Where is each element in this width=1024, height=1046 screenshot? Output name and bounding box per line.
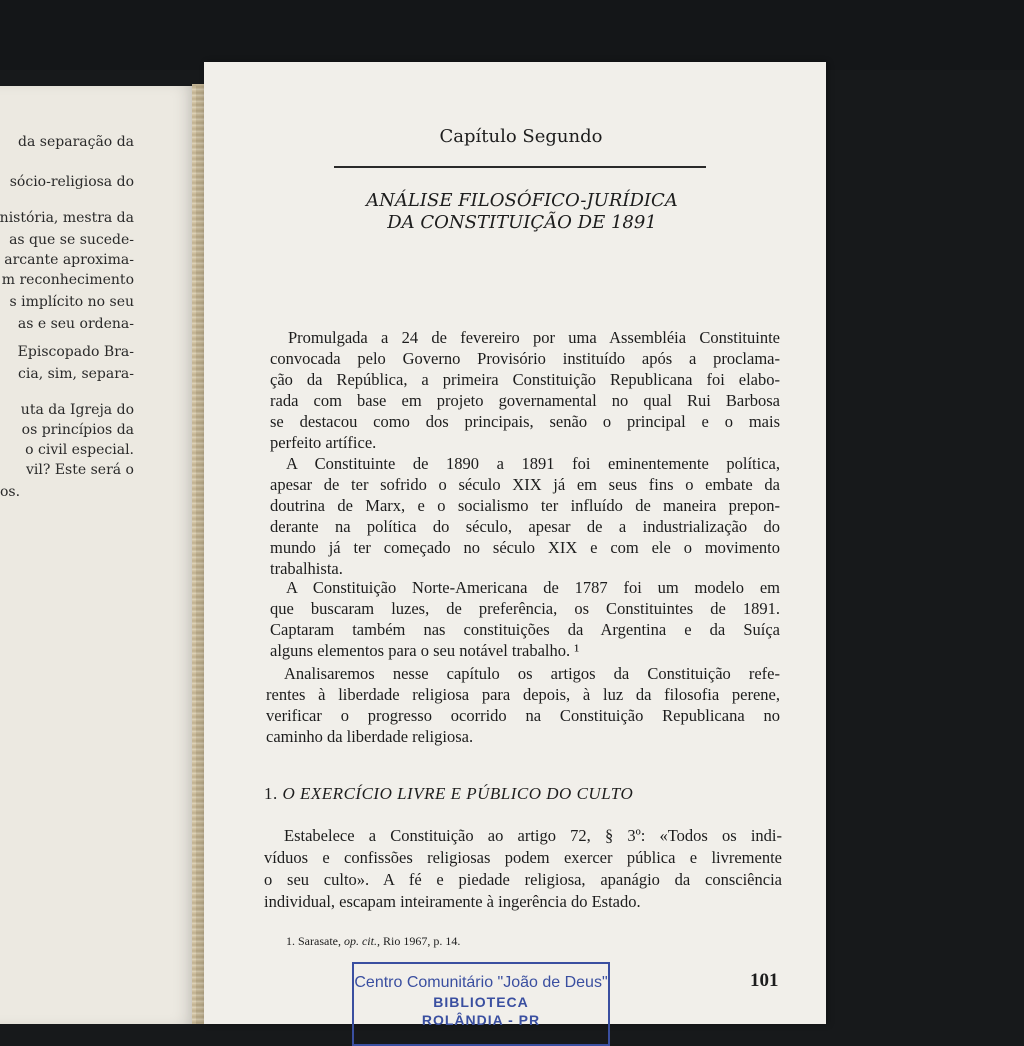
left-page-line: nistória, mestra da [0,210,134,226]
paragraph-line: perfeito artífice. [270,433,377,452]
paragraph-line: rada com base em projeto governamental no qual Rui Barbosa [270,391,780,410]
left-page-line: Episcopado Bra- [17,344,134,360]
library-stamp [352,962,610,1046]
paragraph-line: Captaram também nas constituições da Argentina e da Suíça [270,620,780,639]
paragraph-line: se destacou como dos principais, senão o principal e o mais [270,412,780,431]
paragraph-line: que buscaram luzes, de preferência, os Constituintes de 1891. [270,599,780,618]
right-page [204,62,826,1028]
paragraph-line: doutrina de Marx, e o socialismo ter influído de maneira prepon- [270,496,780,515]
paragraph-line: A Constituição Norte-Americana de 1787 foi um modelo em [286,578,780,597]
left-page-line: o civil especial. [25,442,134,458]
paragraph-line: o seu culto». A fé e piedade religiosa, apanágio da consciência [264,870,782,889]
chapter-heading-line-2: DA CONSTITUIÇÃO DE 1891 [387,212,657,233]
paragraph-line: individual, escapam inteiramente à ingerência do Estado. [264,892,641,911]
paragraph-line: caminho da liberdade religiosa. [266,727,474,746]
paragraph-line: Estabelece a Constituição ao artigo 72, § 3º: «Todos os indi- [284,826,782,845]
paragraph-line: trabalhista. [270,559,343,578]
paragraph-line: Analisaremos nesse capítulo os artigos da Constituição refe- [284,664,780,683]
paragraph-line: convocada pelo Governo Provisório instituído após a proclama- [270,349,780,368]
page-number: 101 [750,970,779,991]
chapter-heading-line-1: ANÁLISE FILOSÓFICO-JURÍDICA [366,190,678,211]
section-number: 1. [264,784,278,803]
left-page [0,86,196,1024]
left-page-line: cia, sim, separa- [18,366,134,382]
dark-background [0,0,1024,70]
left-page-line: da separação da [18,134,134,150]
footnote-detail: Rio 1967, p. 14. [382,934,461,948]
stamp-line-2: BIBLIOTECA [433,994,529,1010]
left-page-line: s implícito no seu [9,294,134,310]
paragraph-line: alguns elementos para o seu notável trabalho. ¹ [270,641,580,660]
left-page-line: arcante aproxima- [4,252,134,268]
left-page-line: uta da Igreja do [20,402,134,418]
left-page-line: as e seu ordena- [17,316,134,332]
paragraph-line: mundo já ter começado no século XIX e com ele o movimento [270,538,780,557]
stamp-line-1: Centro Comunitário "João de Deus" [354,974,608,991]
stamp-line-3: ROLÂNDIA - PR [421,1012,541,1028]
chapter-title: Capítulo Segundo [439,126,603,147]
paragraph-line: derante na política do século, apesar de a industrialização do [270,517,780,536]
footnote-number: 1. Sarasate, [286,934,341,948]
paragraph-line: víduos e confissões religiosas podem exercer pública e livremente [264,848,782,867]
left-page-line: os princípios da [21,422,134,438]
footnote-citation: op. cit., [343,934,380,948]
section-heading [264,784,633,804]
left-page-line: os. [0,484,21,500]
left-page-line: vil? Este será o [26,462,134,478]
paragraph-line: A Constituinte de 1890 a 1891 foi eminentemente política, [286,454,780,473]
paragraph-line: apesar de ter sofrido o século XIX já em seus fins o embate da [270,475,780,494]
footnote [286,934,460,949]
left-page-line: sócio-religiosa do [9,174,134,190]
paragraph-line: ção da República, a primeira Constituição Republicana foi elabo- [270,370,780,389]
paragraph-line: verificar o progresso ocorrido na Constituição Republicana no [266,706,780,725]
section-title: O EXERCÍCIO LIVRE E PÚBLICO DO CULTO [282,784,634,803]
paragraph-line: Promulgada a 24 de fevereiro por uma Assembléia Constituinte [288,328,780,347]
left-page-line: m reconhecimento [1,272,134,288]
title-divider [334,166,706,168]
left-page-line: as que se sucede- [9,232,134,248]
book-spine-gutter [192,84,204,1024]
paragraph-line: rentes à liberdade religiosa para depois, à luz da filosofia perene, [266,685,780,704]
